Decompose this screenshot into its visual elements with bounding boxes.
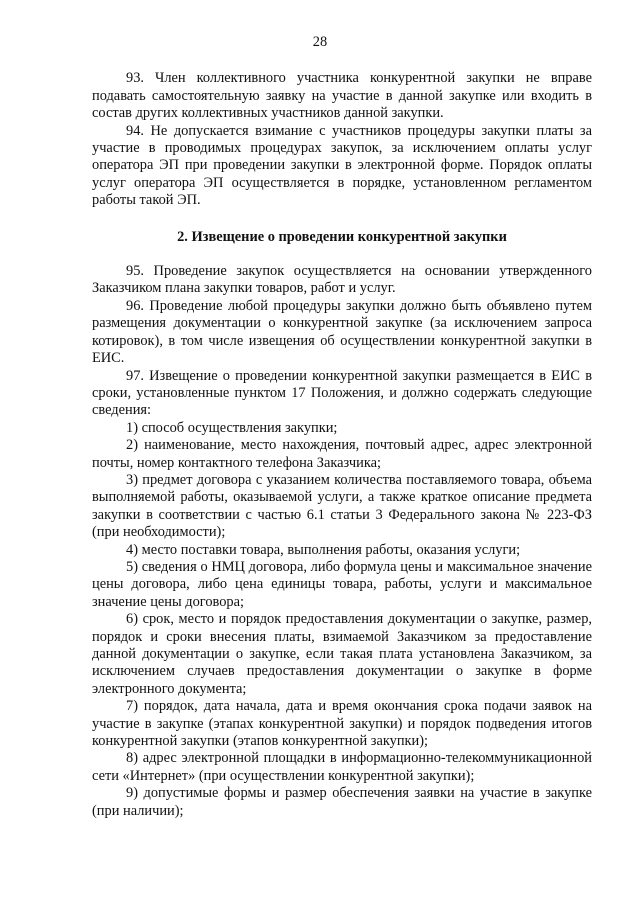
- section-heading: 2. Извещение о проведении конкурентной закупки: [177, 228, 507, 245]
- list-item-6: 6) срок, место и порядок предоставления документации о закупке, размер, порядок и сроки внесения платы, взимаемой Заказчиком за предоставление данной документации о закупке, если такая плата установлена Заказчиком, за исключением случаев предоставления документации о закупке в форме электронного документа;: [92, 611, 592, 697]
- page-number: 28: [312, 34, 328, 50]
- list-item-3: 3) предмет договора с указанием количества поставляемого товара, объема выполняемой работы, оказываемой услуги, а также краткое описание предмета закупки в соответствии с частью 6.1 статьи 3 Федерального закона № 223-ФЗ (при необходимости);: [92, 471, 592, 541]
- list-item-2: 2) наименование, место нахождения, почтовый адрес, адрес электронной почты, номер контактного телефона Заказчика;: [92, 437, 592, 471]
- paragraph-95: 95. Проведение закупок осуществляется на основании утвержденного Заказчиком плана закупки товаров, работ и услуг.: [92, 263, 592, 297]
- list-item-5: 5) сведения о НМЦ договора, либо формула цены и максимальное значение цены договора, либо цена единицы товара, работы, услуги и максимальное значение цены договора;: [92, 558, 592, 610]
- paragraph-94: 94. Не допускается взимание с участников процедуры закупки платы за участие в проводимых процедурах закупок, за исключением оплаты услуг оператора ЭП при проведении закупки в электронной форме. Порядок оплаты услуг оператора ЭП осуществляется в порядке, установленном регламентом работы такой ЭП.: [92, 122, 592, 209]
- list-item-7: 7) порядок, дата начала, дата и время окончания срока подачи заявок на участие в закупке (этапах конкурентной закупки) и порядок подведения итогов конкурентной закупки (этапов конкурентной закупки);: [92, 698, 592, 750]
- list-item-8: 8) адрес электронной площадки в информационно-телекоммуникационной сети «Интернет» (при осуществлении конкурентной закупки);: [92, 750, 592, 784]
- paragraph-96: 96. Проведение любой процедуры закупки должно быть объявлено путем размещения документации о конкурентной закупке (за исключением запроса котировок), в том числе извещения об осуществлении конкурентной закупки в ЕИС.: [92, 297, 592, 367]
- paragraph-93: 93. Член коллективного участника конкурентной закупки не вправе подавать самостоятельную заявку на участие в данной закупке или входить в состав других коллективных участников данной закупки.: [92, 70, 592, 122]
- list-item-9: 9) допустимые формы и размер обеспечения заявки на участие в закупке (при наличии);: [92, 785, 592, 819]
- list-item-4: 4) место поставки товара, выполнения работы, оказания услуги;: [126, 541, 521, 558]
- paragraph-97: 97. Извещение о проведении конкурентной закупки размещается в ЕИС в сроки, установленные пунктом 17 Положения, и должно содержать следующие сведения:: [92, 367, 592, 419]
- list-item-1: 1) способ осуществления закупки;: [126, 419, 338, 436]
